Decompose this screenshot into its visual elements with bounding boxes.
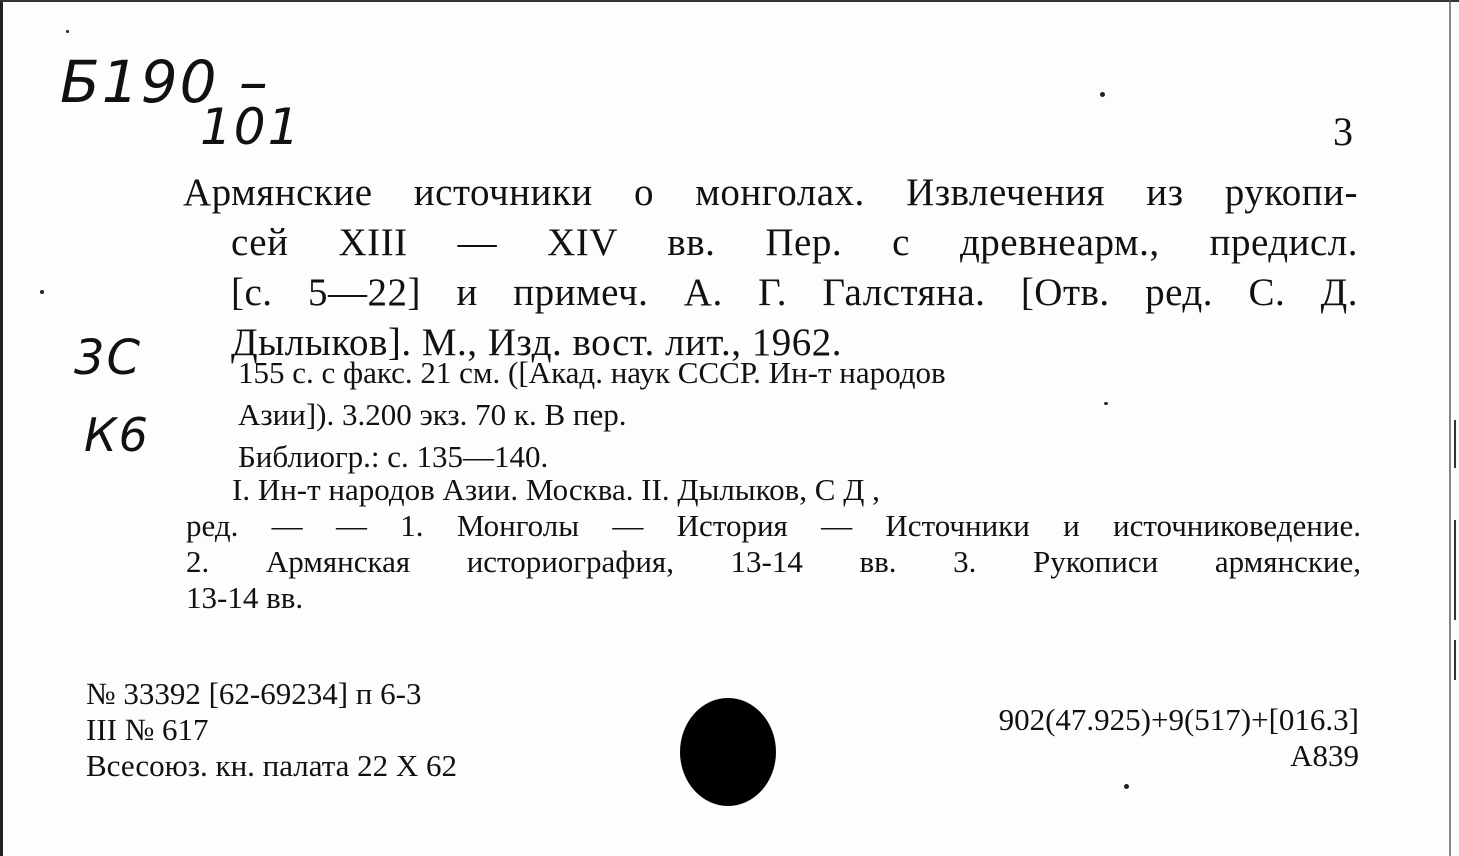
- footer-print-number: III № 617: [86, 712, 209, 747]
- card-right-edge-mark: [1454, 520, 1456, 620]
- main-entry-line: [с. 5—22] и примеч. А. Г. Галстяна. [Отв. ред. С. Д.: [231, 271, 1358, 314]
- tracing-line: 13-14 вв.: [186, 580, 304, 615]
- dust-speck: [1104, 402, 1108, 405]
- collation-line: Библиогр.: с. 135—140.: [238, 439, 549, 474]
- card-number: 3: [1333, 109, 1353, 154]
- card-right-edge-mark: [1454, 420, 1456, 468]
- handwritten-shelf-mark-2: К6: [84, 408, 150, 462]
- main-entry-line: Дылыков]. М., Изд. вост. лит., 1962.: [231, 321, 842, 364]
- card-right-edge-mark: [1454, 640, 1456, 680]
- dust-speck: [1124, 784, 1129, 789]
- main-entry: [183, 168, 1358, 368]
- footer-chamber: Всесоюз. кн. палата 22 X 62: [86, 748, 458, 783]
- tracing-line: ред. — — 1. Монголы — История — Источники и источниковедение.: [186, 508, 1361, 543]
- card-punch-hole: [680, 698, 776, 806]
- author-mark: А839: [1290, 738, 1359, 773]
- footer-imprint: [86, 676, 457, 784]
- footer-order-number: № 33392 [62-69234] п 6-3: [86, 676, 422, 711]
- tracing-line: 2. Армянская историография, 13-14 вв. 3. Рукописи армянские,: [186, 544, 1361, 579]
- collation-line: 155 с. с факс. 21 см. ([Акад. наук СССР. Ин-т народов: [238, 355, 946, 390]
- card-top-edge: [0, 0, 1459, 2]
- tracings-block: [186, 472, 1361, 616]
- handwritten-shelf-mark-1: 3С: [74, 330, 143, 386]
- card-left-edge: [0, 0, 3, 856]
- card-right-edge: [1449, 0, 1451, 856]
- classification-index: 902(47.925)+9(517)+[016.3]: [998, 702, 1359, 737]
- collation-line: Азии]). 3.200 экз. 70 к. В пер.: [238, 397, 627, 432]
- dust-speck: [66, 30, 69, 33]
- collation-block: [238, 352, 1358, 478]
- tracing-line: I. Ин-т народов Азии. Москва. II. Дылыков, С Д ,: [232, 472, 880, 507]
- main-entry-line: Армянские источники о монголах. Извлечения из рукопи-: [183, 171, 1358, 214]
- dust-speck: [40, 290, 44, 294]
- dust-speck: [1100, 92, 1105, 97]
- main-entry-line: сей XIII — XIV вв. Пер. с древнеарм., предисл.: [231, 221, 1358, 264]
- handwritten-call-number-line1: Б190 –: [60, 48, 270, 116]
- handwritten-call-number-line2: 101: [200, 98, 302, 156]
- footer-classification: [999, 702, 1359, 774]
